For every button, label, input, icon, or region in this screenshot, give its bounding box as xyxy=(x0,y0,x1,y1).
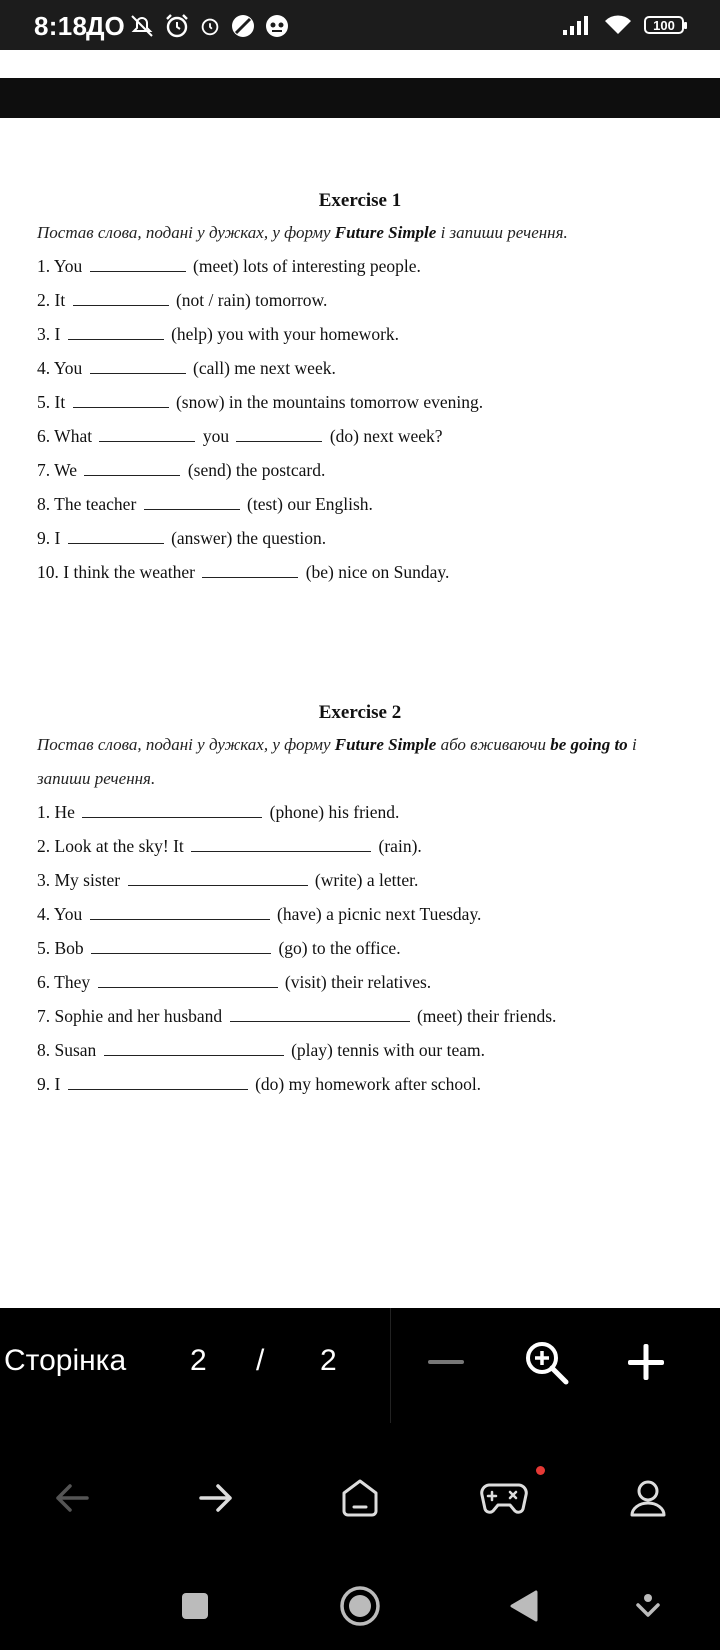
ex2-item: 1. He (phone) his friend. xyxy=(37,802,400,822)
recents-button[interactable] xyxy=(165,1576,225,1636)
zoom-in-button[interactable] xyxy=(614,1330,678,1394)
profile-button[interactable] xyxy=(618,1468,678,1528)
games-icon xyxy=(479,1479,529,1517)
ex2-item: 2. Look at the sky! It (rain). xyxy=(37,836,422,856)
exercise-2-instruction: Постав слова, подані у дужках, у форму Future Simple або вживаючи be going to і запиши речення. xyxy=(37,735,637,788)
toolbar-strip xyxy=(0,50,720,78)
zoom-out-button[interactable] xyxy=(414,1330,478,1394)
ex2-item: 8. Susan (play) tennis with our team. xyxy=(37,1040,485,1060)
system-navigation-bar xyxy=(0,1560,720,1650)
home-circle-icon xyxy=(339,1585,381,1627)
ex1-item: 8. The teacher (test) our English. xyxy=(37,494,373,514)
ex2-item: 7. Sophie and her husband (meet) their friends. xyxy=(37,1006,557,1026)
current-page-number[interactable]: 2 xyxy=(190,1344,207,1377)
signal-icon xyxy=(562,15,592,35)
home-button[interactable] xyxy=(330,1468,390,1528)
zoom-icon xyxy=(522,1338,570,1386)
browser-navigation-bar xyxy=(0,1450,720,1550)
exercise-1-title: Exercise 1 xyxy=(318,190,402,211)
battery-icon: 100 xyxy=(644,16,684,34)
ex1-item: 7. We (send) the postcard. xyxy=(37,460,326,480)
ex2-item: 5. Bob (go) to the office. xyxy=(37,938,401,958)
ex2-item: 9. I (do) my homework after school. xyxy=(37,1074,482,1094)
ex1-item: 4. You (call) me next week. xyxy=(37,358,336,378)
ex2-item: 3. My sister (write) a letter. xyxy=(37,870,419,890)
data-saver-icon xyxy=(230,13,256,39)
forward-button[interactable] xyxy=(186,1468,246,1528)
ex1-item: 5. It (snow) in the mountains tomorrow evening. xyxy=(37,392,484,412)
forward-arrow-icon xyxy=(198,1483,234,1513)
home-icon xyxy=(339,1477,381,1519)
vpn-icon xyxy=(264,13,290,39)
page-label: Сторінка xyxy=(4,1344,127,1377)
ex2-item: 4. You (have) a picnic next Tuesday. xyxy=(37,904,482,924)
ex1-item: 10. I think the weather (be) nice on Sunday. xyxy=(37,562,450,582)
status-carrier: ДО xyxy=(86,11,125,41)
ex2-item: 6. They (visit) their relatives. xyxy=(37,972,432,992)
recents-square-icon xyxy=(180,1591,210,1621)
total-pages: 2 xyxy=(320,1344,337,1377)
page-separator xyxy=(0,78,720,118)
ex1-item: 6. What you (do) next week? xyxy=(37,426,443,446)
assistant-button[interactable] xyxy=(618,1576,678,1636)
wifi-icon xyxy=(604,14,632,36)
alarm-icon xyxy=(164,13,190,39)
page-separator: / xyxy=(256,1344,265,1377)
profile-icon xyxy=(627,1477,669,1519)
back-button[interactable] xyxy=(42,1468,102,1528)
system-home-button[interactable] xyxy=(330,1576,390,1636)
assistant-icon xyxy=(635,1591,661,1621)
system-back-button[interactable] xyxy=(494,1576,554,1636)
zoom-button[interactable] xyxy=(514,1330,578,1394)
status-bar xyxy=(0,0,720,50)
exercise-2-title: Exercise 2 xyxy=(318,702,402,723)
ex1-item: 1. You (meet) lots of interesting people. xyxy=(37,256,421,276)
exercise-1-instruction: Постав слова, подані у дужках, у форму Future Simple і запиши речення. xyxy=(37,223,568,242)
notification-dot xyxy=(536,1466,545,1475)
games-button[interactable] xyxy=(474,1468,534,1528)
ex1-item: 9. I (answer) the question. xyxy=(37,528,327,548)
status-time: 8:18 xyxy=(34,11,88,41)
document-page[interactable] xyxy=(0,118,720,1308)
ex1-item: 2. It (not / rain) tomorrow. xyxy=(37,290,328,310)
back-triangle-icon xyxy=(508,1589,540,1623)
alarm-icon xyxy=(198,14,222,38)
ex1-item: 3. I (help) you with your homework. xyxy=(37,324,400,344)
page-navigation-bar xyxy=(0,1308,720,1428)
zoom-out-icon xyxy=(426,1358,466,1366)
muted-notification-icon xyxy=(128,13,156,39)
zoom-in-icon xyxy=(626,1342,666,1382)
back-arrow-icon xyxy=(54,1483,90,1513)
